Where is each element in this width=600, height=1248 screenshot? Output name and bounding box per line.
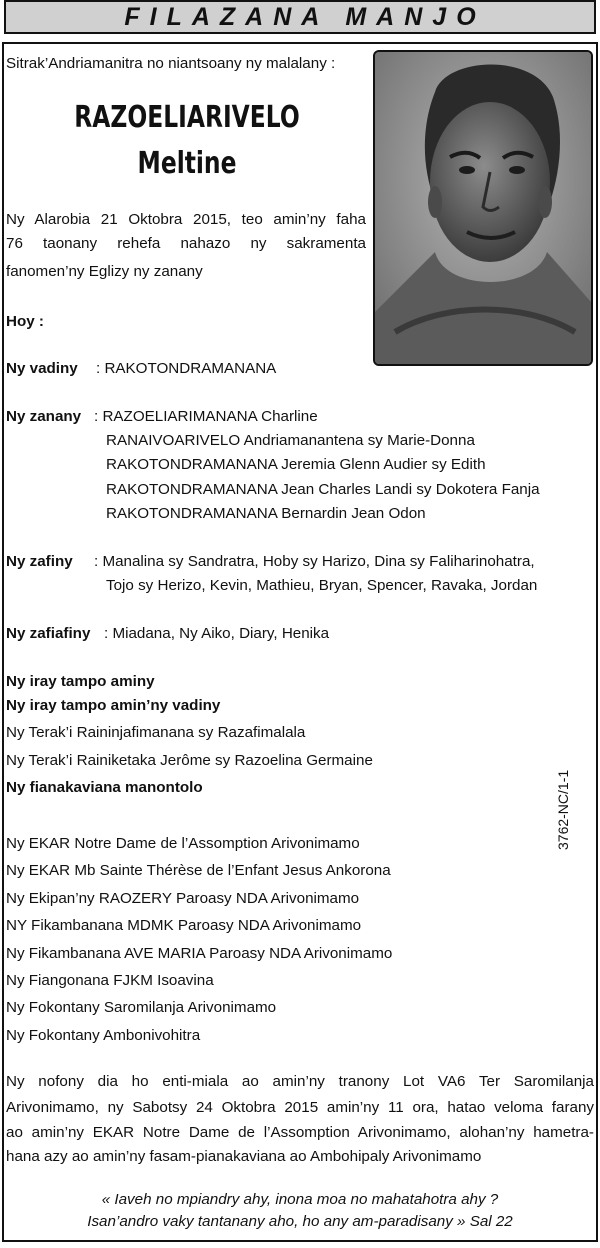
organization-item: Ny Ekipan’ny RAOZERY Paroasy NDA Arivonimamo <box>6 890 360 907</box>
quote-line: Isan’andro vaky tantanany aho, ho any am-paradisany » Sal 22 <box>87 1213 513 1230</box>
intro-text: Sitrak’Andriamanitra no niantsoany ny malalany : <box>6 55 336 72</box>
zafiafiny-value: : Miadana, Ny Aiko, Diary, Henika <box>104 625 330 642</box>
vadiny-label: Ny vadiny <box>6 360 78 377</box>
zafiny-line: Tojo sy Herizo, Kevin, Mathieu, Bryan, Spencer, Ravaka, Jordan <box>106 577 538 594</box>
death-line: Ny Alarobia 21 Oktobra 2015, teo amin’ny faha <box>6 211 366 228</box>
death-line: 76 taonany rehefa nahazo ny sakramenta <box>6 235 366 252</box>
zanany-item: RANAIVOARIVELO Andriamanantena sy Marie-Donna <box>106 432 475 449</box>
zanany-item: RAKOTONDRAMANANA Jeremia Glenn Audier sy Edith <box>106 456 486 473</box>
header-title: FILAZANA MANJO <box>124 2 486 31</box>
family-line: Ny fianakaviana manontolo <box>6 779 203 796</box>
zanany-label: Ny zanany <box>6 408 82 425</box>
reference-code: 3762-NC/1-1 <box>555 769 571 850</box>
header-banner <box>4 0 596 34</box>
death-line: fanomen’ny Eglizy ny zanany <box>6 263 203 280</box>
family-line: Ny Terak’i Rainiketaka Jerôme sy Razoelina Germaine <box>6 752 373 769</box>
funeral-line: ao amin’ny EKAR Notre Dame de l’Assomption Arivonimamo, alohan’ny hametra- <box>6 1124 594 1141</box>
deceased-surname: RAZOELIARIVELO <box>74 100 300 135</box>
organization-item: Ny Fikambanana AVE MARIA Paroasy NDA Arivonimamo <box>6 945 393 962</box>
organization-item: Ny Fokontany Saromilanja Arivonimamo <box>6 999 277 1016</box>
organization-item: Ny EKAR Notre Dame de l’Assomption Arivonimamo <box>6 835 360 852</box>
zanany-first: : RAZOELIARIMANANA Charline <box>94 408 318 425</box>
deceased-given-name: Meltine <box>137 146 237 181</box>
organization-item: Ny Fokontany Ambonivohitra <box>6 1027 201 1044</box>
zafiny-label: Ny zafiny <box>6 553 73 570</box>
organization-item: Ny Fiangonana FJKM Isoavina <box>6 972 214 989</box>
family-line: Ny Terak’i Raininjafimanana sy Razafimalala <box>6 724 306 741</box>
quote-line: « Iaveh no mpiandry ahy, inona moa no mahatahotra ahy ? <box>101 1191 499 1208</box>
funeral-line: Arivonimamo, ny Sabotsy 24 Oktobra 2015 amin’ny 11 ora, hatao veloma farany <box>6 1099 594 1116</box>
zanany-item: RAKOTONDRAMANANA Bernardin Jean Odon <box>106 505 426 522</box>
family-line: Ny iray tampo aminy <box>6 673 155 690</box>
family-line: Ny iray tampo amin’ny vadiny <box>6 697 221 714</box>
organization-item: Ny EKAR Mb Sainte Thérèse de l’Enfant Jesus Ankorona <box>6 862 391 879</box>
zafiafiny-label: Ny zafiafiny <box>6 625 91 642</box>
funeral-line: Ny nofony dia ho enti-miala ao amin’ny tranony Lot VA6 Ter Saromilanja <box>6 1073 594 1090</box>
funeral-line: hana azy ao amin’ny fasam-pianakaviana ao Ambohipaly Arivonimamo <box>6 1148 482 1165</box>
zanany-item: RAKOTONDRAMANANA Jean Charles Landi sy Dokotera Fanja <box>106 481 540 498</box>
hoy-label: Hoy : <box>6 313 44 330</box>
portrait-image <box>375 52 591 364</box>
deceased-portrait-photo <box>373 50 593 366</box>
organization-item: NY Fikambanana MDMK Paroasy NDA Arivonimamo <box>6 917 362 934</box>
vadiny-value: : RAKOTONDRAMANANA <box>96 360 277 377</box>
zafiny-line: : Manalina sy Sandratra, Hoby sy Harizo, Dina sy Faliharinohatra, <box>94 553 535 570</box>
